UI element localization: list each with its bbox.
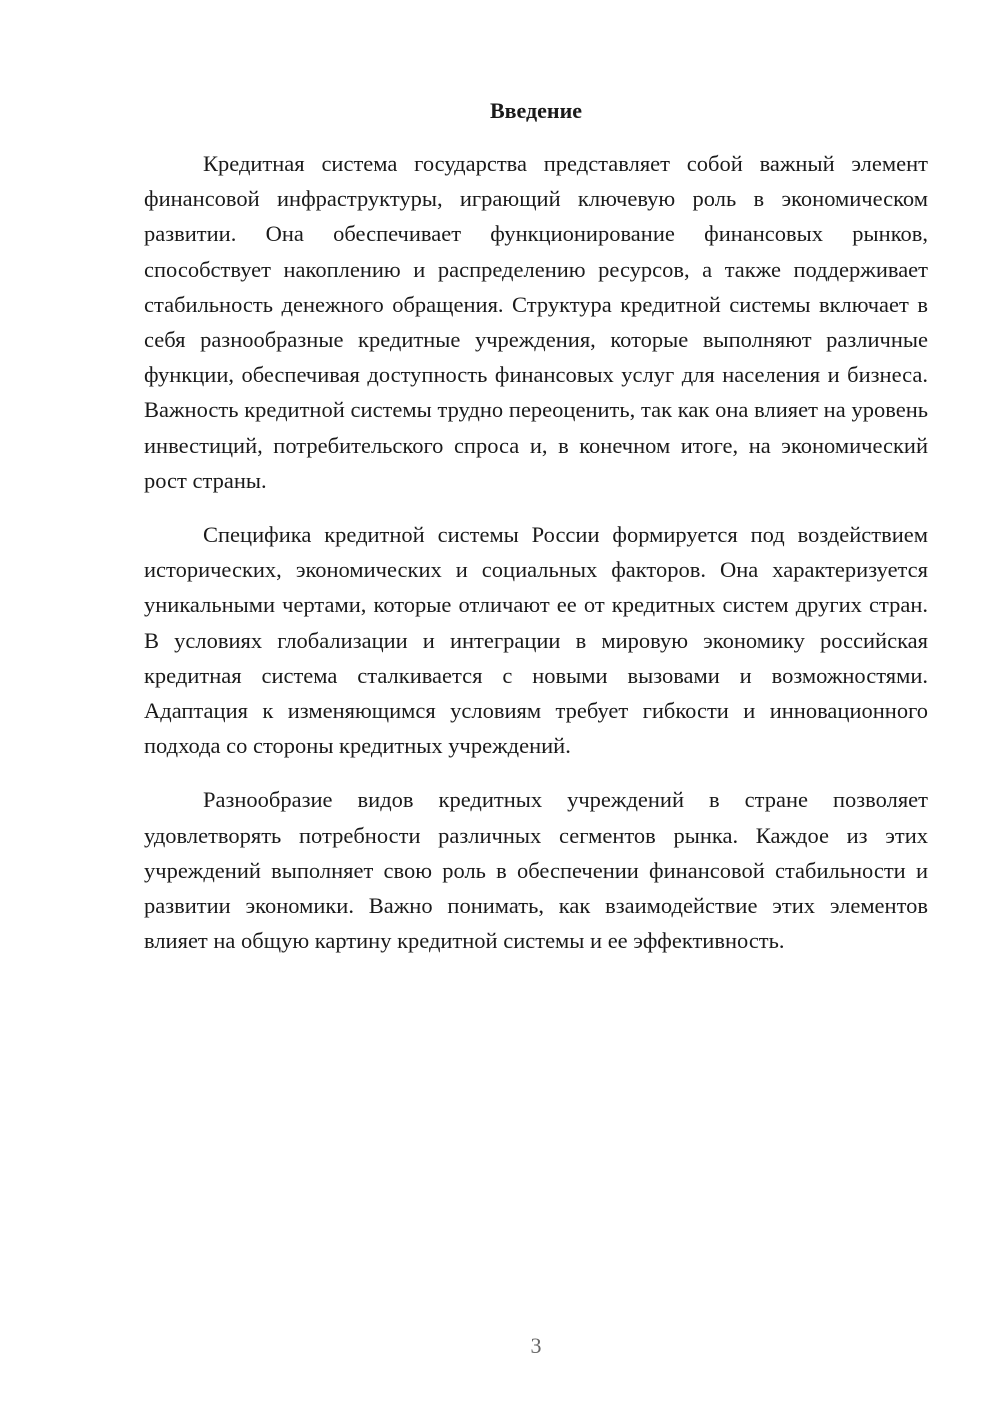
paragraph-2: Специфика кредитной системы России формируется под воздействием исторических, экономических и социальных факторов. Она характеризуется уникальными чертами, которые отличают ее от кредитных систем других стран. В условиях глобализации и интеграции в мировую экономику российская кредитная система сталкивается с новыми вызовами и возможностями. Адаптация к изменяющимся условиям требует гибкости и инновационного подхода со стороны кредитных учреждений.: [144, 522, 928, 759]
section-heading: Введение: [489, 98, 583, 123]
page-content: [144, 96, 928, 958]
page-number: 3: [530, 1333, 542, 1358]
paragraph-1: Кредитная система государства представляет собой важный элемент финансовой инфраструктуры, играющий ключевую роль в экономическом развитии. Она обеспечивает функционирование финансовых рынков, способствует накоплению и распределению ресурсов, а также поддерживает стабильность денежного обращения. Структура кредитной системы включает в себя разнообразные кредитные учреждения, которые выполняют различные функции, обеспечивая доступность финансовых услуг для населения и бизнеса. Важность кредитной системы трудно переоценить, так как она влияет на уровень инвестиций, потребительского спроса и, в конечном итоге, на экономический рост страны.: [144, 151, 928, 493]
paragraph-3: Разнообразие видов кредитных учреждений в стране позволяет удовлетворять потребности различных сегментов рынка. Каждое из этих учреждений выполняет свою роль в обеспечении финансовой стабильности и развитии экономики. Важно понимать, как взаимодействие этих элементов влияет на общую картину кредитной системы и ее эффективность.: [144, 787, 928, 954]
